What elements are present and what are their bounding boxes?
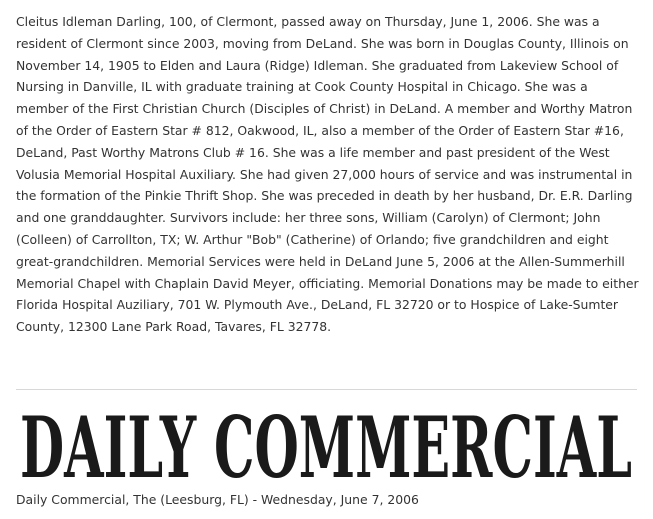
obituary-text: Cleitus Idleman Darling, 100, of Clermont, passed away on Thursday, June 1, 2006. She was a resident of Clermont since 2003, moving from DeLand. She was born in Douglas County, Illinois on November 14, 1905 to Elden and Laura (Ridge) Idleman. She graduated from Lakeview School of Nursing in Danville, IL with graduate training at Cook County Hospital in Chicago. She was a member of the First Christian Church (Disciples of Christ) in DeLand. A member and Worthy Matron of the Order of Eastern Star # 812, Oakwood, IL, also a member of the Order of Eastern Star #16, DeLand, Past Worthy Matrons Club # 16. She was a life member and past president of the West Volusia Memorial Hospital Auxiliary. She had given 27,000 hours of service and was instrumental in the formation of the Pinkie Thrift Shop. She was preceded in death by her husband, Dr. E.R. Darling and one granddaughter. Survivors include: her three sons, William (Carolyn) of Clermont; John (Colleen) of Carrollton, TX; W. Arthur "Bob" (Catherine) of Orlando; five grandchildren and eight great-grandchildren. Memorial Services were held in DeLand June 5, 2006 at the Allen-Summerhill Memorial Chapel with Chaplain David Meyer, officiating. Memorial Donations may be made to either Florida Hospital Auziliary, 701 W. Plymouth Ave., DeLand, FL 32720 or to Hospice of Lake-Sumter County, 12300 Lane Park Road, Tavares, FL 32778. <box>16 14 639 335</box>
masthead-logo-graphic <box>20 405 632 485</box>
newspaper-masthead-logo <box>20 405 632 485</box>
masthead-logo-text: DAILY COMMERCIAL <box>20 405 632 485</box>
section-divider <box>16 389 637 390</box>
source-caption: Daily Commercial, The (Leesburg, FL) - Wednesday, June 7, 2006 <box>16 492 419 507</box>
